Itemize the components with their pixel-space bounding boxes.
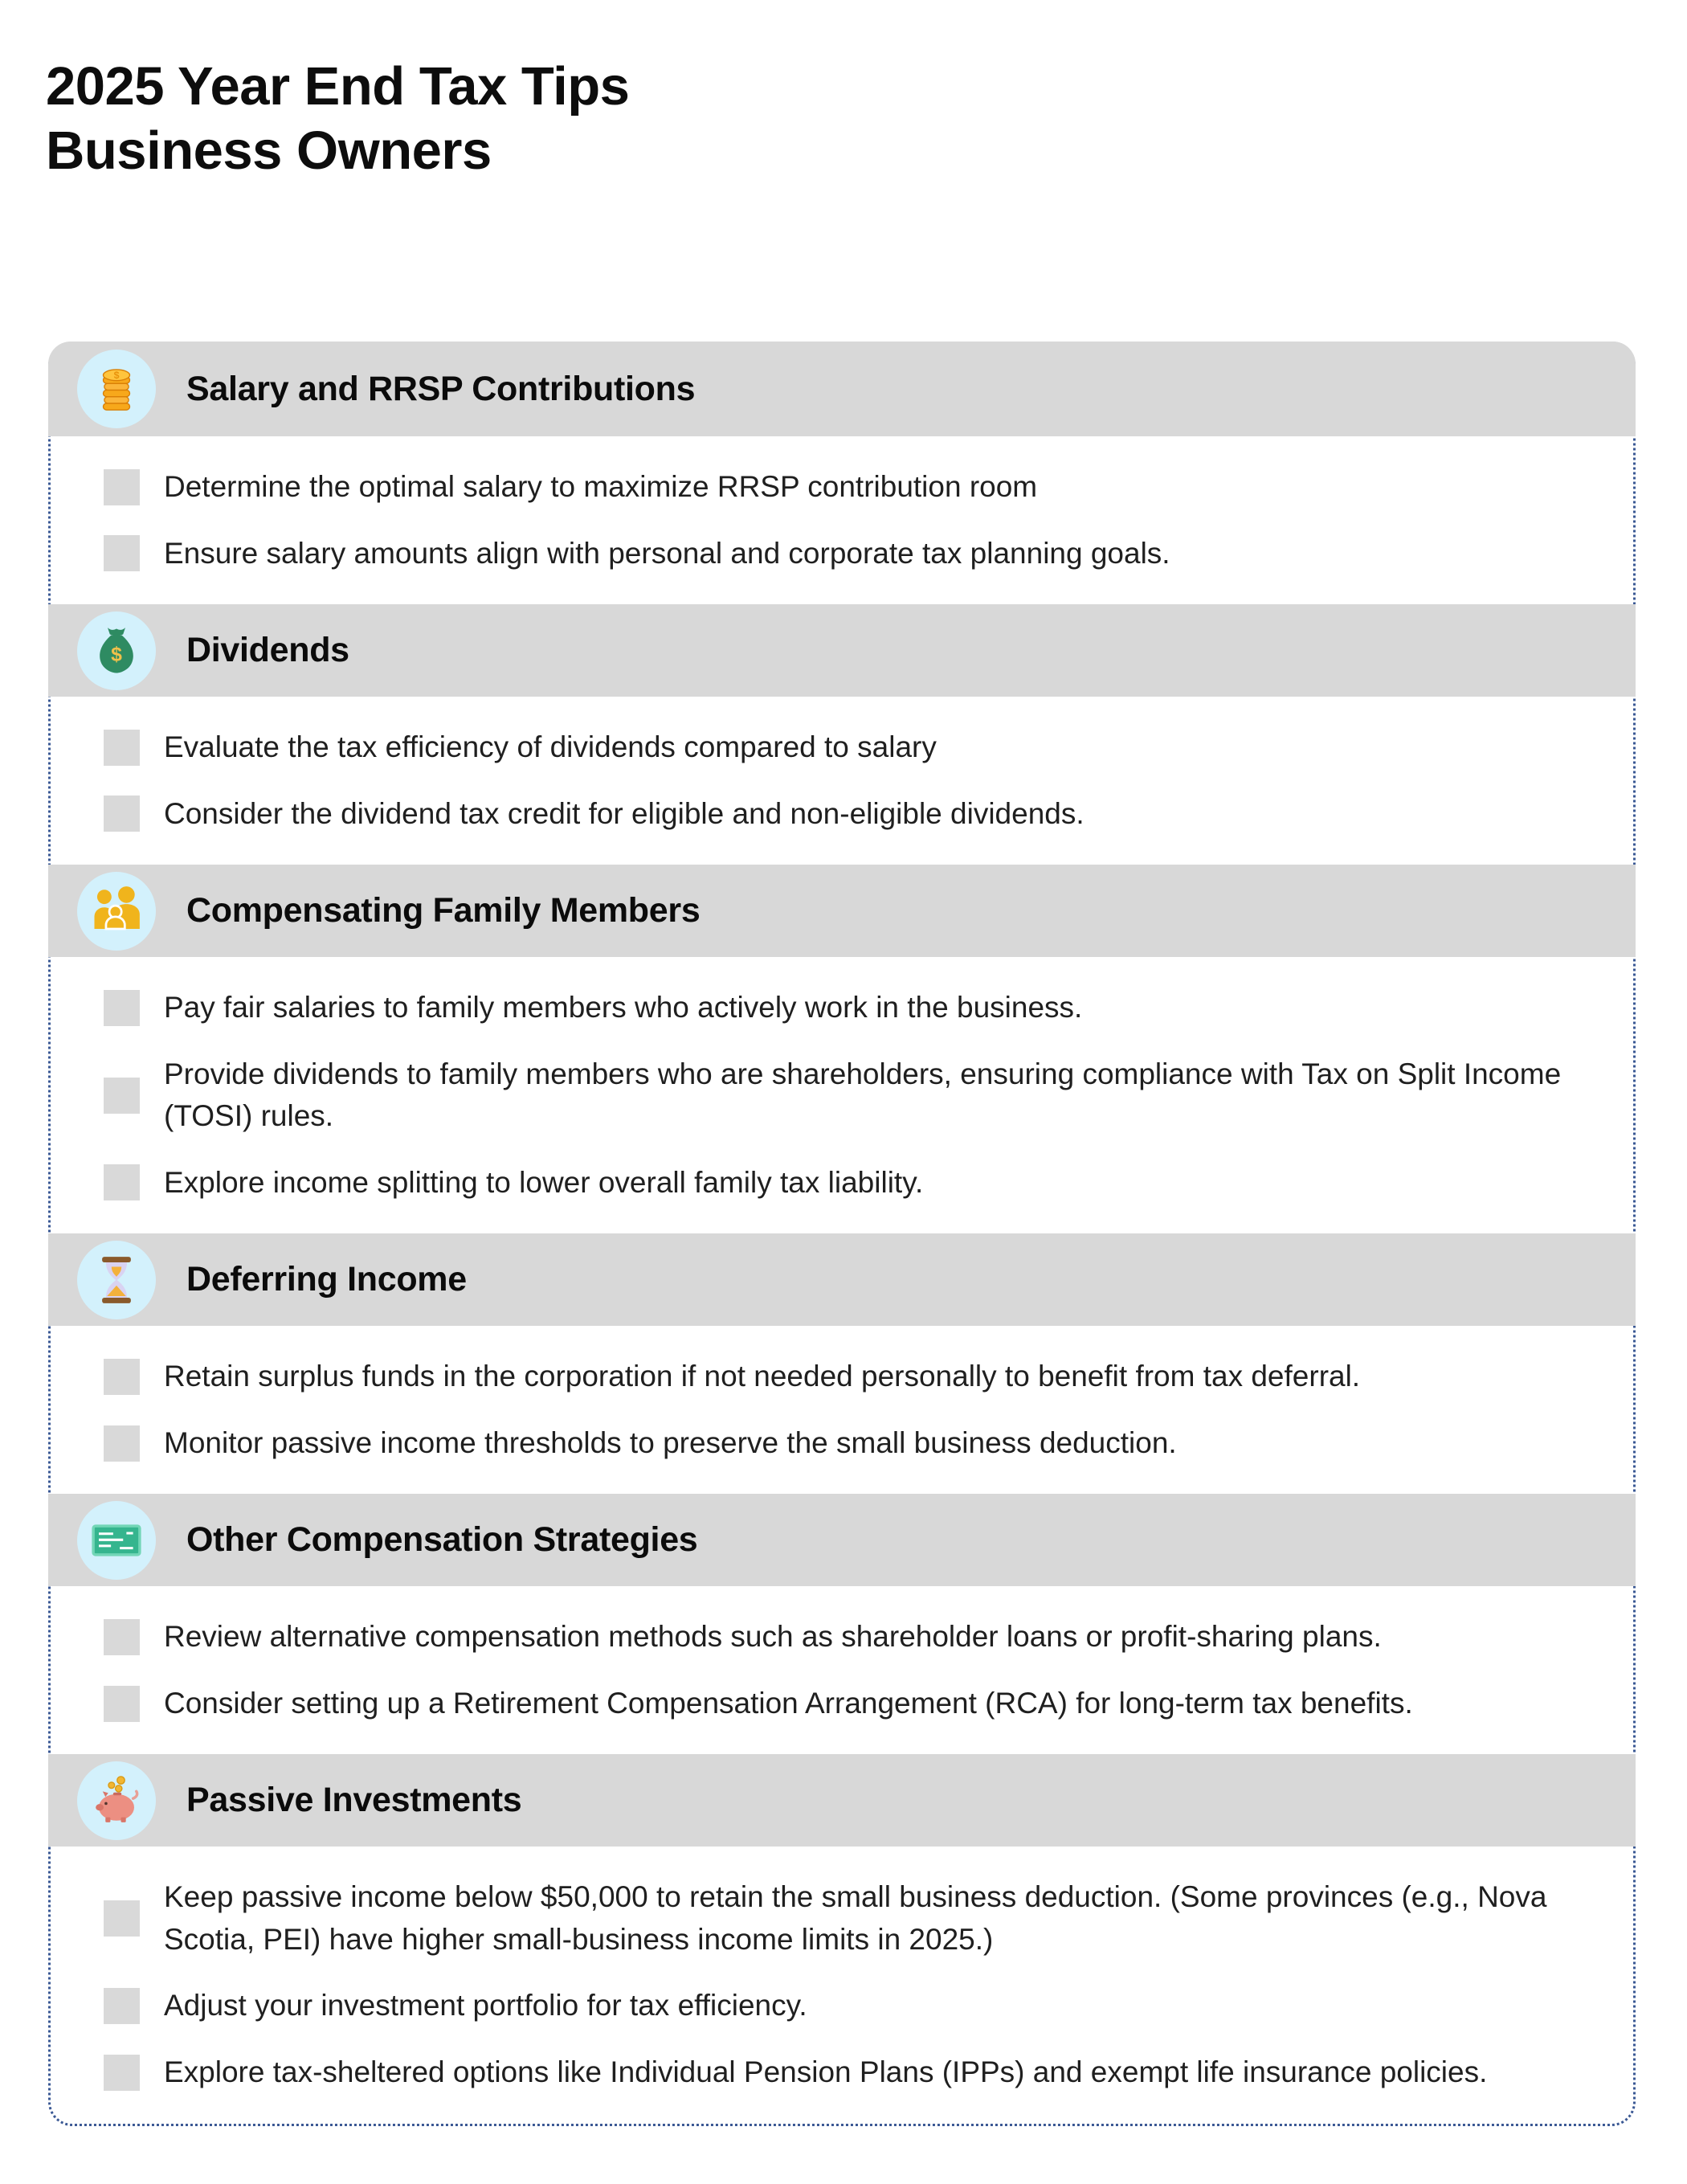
page-title-line2: Business Owners — [46, 121, 492, 182]
section-header — [48, 1754, 1636, 1847]
checklist-item-text: Provide dividends to family members who are shareholders, ensuring compliance with Tax on Split Income (TOSI) rules. — [164, 1057, 1562, 1133]
checkbox[interactable] — [104, 1164, 140, 1200]
checklist-item — [51, 1344, 1633, 1410]
checkbox[interactable] — [104, 1359, 140, 1395]
checklist-section — [51, 604, 1633, 865]
checklist-item — [51, 1604, 1633, 1671]
checklist-item-text: Consider setting up a Retirement Compensation Arrangement (RCA) for long-term tax benefits. — [164, 1686, 1413, 1720]
money-bag-icon — [90, 624, 143, 677]
checkbox[interactable] — [104, 1619, 140, 1655]
checklist-item-text: Determine the optimal salary to maximize RRSP contribution room — [164, 470, 1038, 503]
icon-circle — [77, 611, 156, 690]
page-title-line1: 2025 Year End Tax Tips — [46, 56, 630, 117]
checklist-item-text: Retain surplus funds in the corporation if not needed personally to benefit from tax deferral. — [164, 1360, 1361, 1393]
svg-text:$: $ — [111, 643, 122, 665]
section-header — [48, 1233, 1636, 1326]
section-header — [48, 342, 1636, 436]
cheque-icon — [90, 1514, 143, 1567]
section-title: Passive Investments — [186, 1781, 522, 1820]
checkbox[interactable] — [104, 1988, 140, 2024]
checklist-item-text: Ensure salary amounts align with personal and corporate tax planning goals. — [164, 536, 1170, 570]
checklist-item — [51, 714, 1633, 781]
checkbox[interactable] — [104, 1078, 140, 1114]
checkbox[interactable] — [104, 795, 140, 832]
checklist-item-text: Explore tax-sheltered options like Individual Pension Plans (IPPs) and exempt life insurance policies. — [164, 2055, 1488, 2088]
checklist-section — [51, 1754, 1633, 2123]
section-items — [51, 1326, 1633, 1494]
section-items — [51, 697, 1633, 865]
section-title: Other Compensation Strategies — [186, 1520, 698, 1560]
svg-text:$: $ — [113, 369, 120, 381]
checklist-item — [51, 1864, 1633, 1973]
checklist-item-text: Evaluate the tax efficiency of dividends compared to salary — [164, 730, 937, 764]
section-header — [48, 604, 1636, 697]
checklist-item-text: Monitor passive income thresholds to preserve the small business deduction. — [164, 1425, 1177, 1459]
checklist-item — [51, 1150, 1633, 1217]
icon-circle — [77, 350, 156, 428]
hourglass-icon — [90, 1254, 143, 1307]
checklist-item — [51, 2039, 1633, 2106]
checklist-item — [51, 781, 1633, 848]
piggy-bank-icon — [90, 1774, 143, 1827]
checkbox[interactable] — [104, 2055, 140, 2091]
checklist-item-text: Explore income splitting to lower overall family tax liability. — [164, 1165, 924, 1199]
section-title: Dividends — [186, 631, 349, 670]
checkbox[interactable] — [104, 469, 140, 505]
checklist-item — [51, 521, 1633, 587]
checklist-item-text: Keep passive income below $50,000 to retain the small business deduction. (Some provinces (e.g., Nova Scotia, PEI) have higher small-business income limits in 2025.) — [164, 1880, 1547, 1956]
checkbox[interactable] — [104, 1686, 140, 1722]
checklist-item — [51, 1410, 1633, 1477]
section-header — [48, 1494, 1636, 1586]
section-title: Deferring Income — [186, 1260, 467, 1299]
family-icon — [90, 885, 143, 938]
section-items — [51, 957, 1633, 1233]
checklist-item-text: Consider the dividend tax credit for eligible and non-eligible dividends. — [164, 796, 1084, 830]
coins-stack-icon — [90, 362, 143, 415]
checklist-item-text: Pay fair salaries to family members who actively work in the business. — [164, 991, 1083, 1025]
checklist-section — [51, 1494, 1633, 1754]
checklist-section — [51, 342, 1633, 604]
section-title: Compensating Family Members — [186, 891, 701, 930]
icon-circle — [77, 1241, 156, 1319]
checkbox[interactable] — [104, 1425, 140, 1462]
section-header — [48, 865, 1636, 957]
checkbox[interactable] — [104, 990, 140, 1026]
checkbox[interactable] — [104, 730, 140, 766]
checkbox[interactable] — [104, 1900, 140, 1937]
icon-circle — [77, 1501, 156, 1580]
checkbox[interactable] — [104, 535, 140, 571]
checklist-item — [51, 1671, 1633, 1737]
section-items — [51, 1586, 1633, 1754]
section-items — [51, 1847, 1633, 2123]
icon-circle — [77, 1761, 156, 1840]
checklist-item — [51, 1041, 1633, 1150]
checklist-item — [51, 1973, 1633, 2039]
icon-circle — [77, 872, 156, 951]
checklist-section — [51, 865, 1633, 1233]
section-items — [51, 436, 1633, 604]
checklist-section — [51, 1233, 1633, 1494]
page-title — [46, 55, 629, 184]
section-title: Salary and RRSP Contributions — [186, 369, 696, 408]
checklist-item — [51, 975, 1633, 1041]
checklist — [48, 342, 1636, 2126]
checklist-item-text: Adjust your investment portfolio for tax efficiency. — [164, 1989, 807, 2022]
checklist-item-text: Review alternative compensation methods such as shareholder loans or profit-sharing plans. — [164, 1620, 1382, 1654]
checklist-item — [51, 454, 1633, 521]
